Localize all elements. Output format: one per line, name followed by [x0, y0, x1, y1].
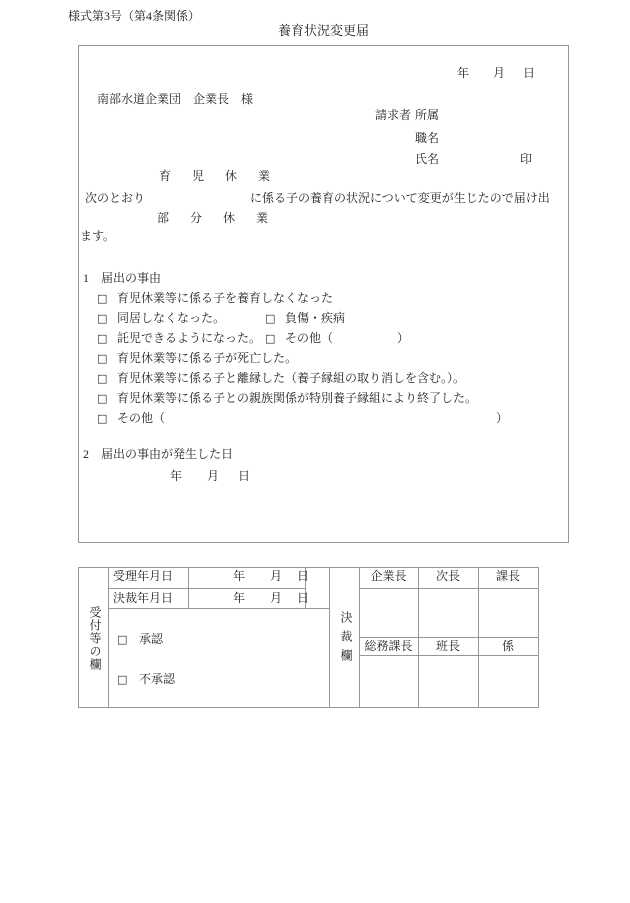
- leave-option-partial-leave: 部分休業: [157, 211, 290, 225]
- lead-text: 次のとおり: [85, 191, 146, 205]
- stamp-cell: [418, 588, 478, 637]
- reason3b-checkbox[interactable]: □: [265, 332, 276, 345]
- approver-header-kakari: 係: [501, 639, 514, 653]
- reason5-label: 育児休業等に係る子と離縁した（養子縁組の取り消しを含む。）。: [117, 371, 466, 385]
- reason6-label: 育児休業等に係る子との親族関係が特別養子縁組により終了した。: [117, 391, 478, 405]
- received-date-label: 受理年月日: [113, 569, 174, 583]
- section2-month-label: 月: [207, 469, 220, 483]
- leave-option-childcare-leave: 育児休業: [159, 169, 292, 183]
- stamp-cell: [359, 655, 418, 707]
- position-label: 職名: [415, 131, 440, 145]
- reason3b-close-paren: ）: [397, 331, 410, 345]
- reception-column-label: 受付等の欄: [88, 606, 102, 671]
- table-divider: [108, 588, 305, 589]
- reason7-close-paren: ）: [496, 411, 509, 425]
- decided-day-label: 日: [297, 591, 310, 605]
- lead-tail: ます。: [80, 229, 116, 243]
- approve-label: 承認: [139, 632, 164, 646]
- approver-header-hancho: 班長: [435, 639, 460, 653]
- reason3a-label: 託児できるようになった。: [117, 331, 262, 345]
- section2-heading: 2 届出の事由が発生した日: [83, 447, 234, 461]
- reason6-checkbox[interactable]: □: [97, 392, 108, 405]
- section1-heading: 1 届出の事由: [83, 271, 162, 285]
- reason2a-checkbox[interactable]: □: [97, 312, 108, 325]
- reason2b-label: 負傷・疾病: [285, 311, 346, 325]
- date-year-label: 年: [457, 66, 470, 80]
- reason7-label: その他（: [117, 411, 166, 425]
- reason3b-label: その他（: [285, 331, 334, 345]
- affiliation-label: 所属: [415, 108, 440, 122]
- reason2a-label: 同居しなくなった。: [117, 311, 226, 325]
- section2-day-label: 日: [238, 469, 251, 483]
- reason1-checkbox[interactable]: □: [97, 292, 108, 305]
- approver-header-kacho: 課長: [495, 569, 520, 583]
- approver-header-somukacho: 総務課長: [364, 639, 413, 653]
- received-year-label: 年: [233, 569, 246, 583]
- reason4-checkbox[interactable]: □: [97, 352, 108, 365]
- reject-label: 不承認: [139, 672, 176, 686]
- table-divider: [108, 608, 329, 609]
- section2-year-label: 年: [170, 469, 183, 483]
- approver-header-kigyocho: 企業長: [370, 569, 407, 583]
- date-month-label: 月: [493, 66, 506, 80]
- addressee: 南部水道企業団 企業長 様: [97, 92, 254, 106]
- received-month-label: 月: [270, 569, 283, 583]
- page-title: 養育状況変更届: [277, 23, 369, 38]
- approve-checkbox[interactable]: □: [117, 633, 128, 646]
- approver-header-jicho: 次長: [435, 569, 460, 583]
- seal-label: 印: [520, 152, 533, 166]
- decided-year-label: 年: [233, 591, 246, 605]
- date-day-label: 日: [523, 66, 536, 80]
- decided-date-label: 決裁年月日: [113, 591, 174, 605]
- table-divider: [329, 567, 330, 707]
- lead-continuation: に係る子の養育の状況について変更が生じたので届け出: [250, 191, 550, 205]
- stamp-cell: [359, 588, 418, 637]
- approval-column-label: 決裁欄: [339, 611, 353, 668]
- reason3a-checkbox[interactable]: □: [97, 332, 108, 345]
- stamp-cell: [478, 655, 538, 707]
- stamp-cell: [478, 588, 538, 637]
- reject-checkbox[interactable]: □: [117, 673, 128, 686]
- reason7-checkbox[interactable]: □: [97, 412, 108, 425]
- reason1-label: 育児休業等に係る子を養育しなくなった: [117, 291, 334, 305]
- received-day-label: 日: [297, 569, 310, 583]
- decided-month-label: 月: [270, 591, 283, 605]
- reason5-checkbox[interactable]: □: [97, 372, 108, 385]
- name-label: 氏名: [415, 152, 440, 166]
- table-divider: [359, 637, 538, 638]
- reason4-label: 育児休業等に係る子が死亡した。: [117, 351, 298, 365]
- requester-label: 請求者: [375, 108, 412, 122]
- form-number: 様式第3号（第4条関係）: [68, 9, 201, 23]
- reason2b-checkbox[interactable]: □: [265, 312, 276, 325]
- stamp-cell: [418, 655, 478, 707]
